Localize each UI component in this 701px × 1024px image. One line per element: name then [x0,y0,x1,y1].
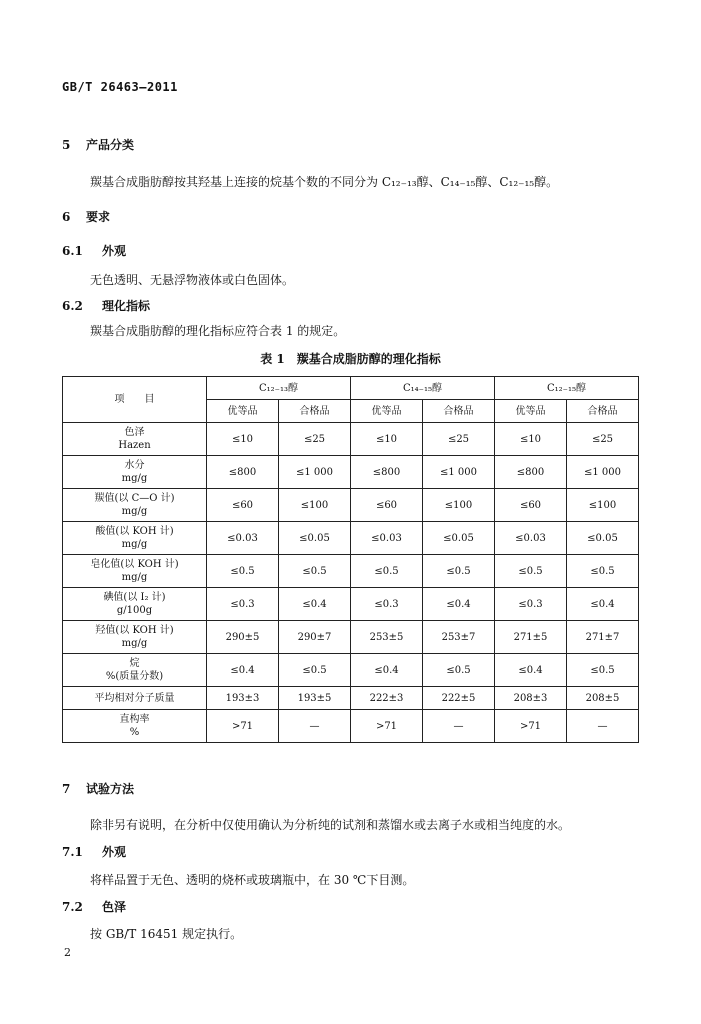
table-value-cell: 222±5 [423,687,495,710]
table-header-group: C₁₂₋₁₃醇 [207,377,351,400]
section-number: 6.1 [62,244,83,258]
table-value-cell: ≤0.3 [207,588,279,621]
section-title: 外观 [102,244,127,258]
table-value-cell: ≤0.4 [423,588,495,621]
table-item-cell [63,522,207,555]
table-value-cell: 193±5 [279,687,351,710]
table-row [63,489,639,522]
table-value-cell: 290±7 [279,621,351,654]
section-7-heading [62,780,134,797]
table-item-cell [63,710,207,743]
table-value-cell: ≤10 [207,423,279,456]
table-value-cell: ≤1 000 [279,456,351,489]
table-value-cell: ≤0.05 [279,522,351,555]
item-name: 烷 [129,658,140,669]
section-number: 7.2 [62,900,83,914]
table-value-cell: ≤1 000 [567,456,639,489]
table-item-cell [63,423,207,456]
table-value-cell: ≤0.5 [567,654,639,687]
table-value-cell: ≤100 [423,489,495,522]
table-item-cell [63,555,207,588]
section-title: 色泽 [102,900,127,914]
table-value-cell: ≤800 [495,456,567,489]
table-value-cell: ≤0.5 [495,555,567,588]
table-header-group: C₁₂₋₁₅醇 [495,377,639,400]
item-name: 酸值(以 KOH 计) [95,526,174,537]
table-header-grade: 优等品 [351,400,423,423]
table-value-cell: ≤0.05 [423,522,495,555]
table-value-cell: 271±7 [567,621,639,654]
table-value-cell: 271±5 [495,621,567,654]
table-value-cell: ≤0.5 [279,555,351,588]
item-name: 水分 [124,460,145,471]
table-row [63,588,639,621]
table-value-cell: ≤60 [207,489,279,522]
table-value-cell: ≤800 [207,456,279,489]
section-number: 6 [62,210,71,224]
section-6-2-heading [62,297,150,314]
table-header-group: C₁₄₋₁₅醇 [351,377,495,400]
table-row [63,710,639,743]
section-7-2-text: 按 GB/T 16451 规定执行。 [90,927,243,941]
item-name: 色泽 [124,427,145,438]
table-header-item: 项 目 [63,377,207,423]
table-row [63,522,639,555]
table-value-cell: ≤0.5 [423,555,495,588]
section-number: 6.2 [62,299,83,313]
item-name: 羟值(以 KOH 计) [95,625,174,636]
section-6-heading [62,208,110,225]
table-value-cell: ≤0.5 [567,555,639,588]
table-header-grade: 合格品 [567,400,639,423]
table-value-cell: 208±5 [567,687,639,710]
table-row [63,621,639,654]
section-title: 要求 [86,210,111,224]
table-header-grade: 优等品 [207,400,279,423]
table-value-cell: >71 [207,710,279,743]
section-number: 7 [62,782,71,796]
section-6-1-heading [62,242,126,259]
table-item-cell [63,687,207,710]
table-value-cell: 193±3 [207,687,279,710]
table-row [63,687,639,710]
section-title: 试验方法 [86,782,135,796]
item-name: 皂化值(以 KOH 计) [90,559,179,570]
properties-table [62,376,639,743]
table-value-cell: ≤0.03 [351,522,423,555]
table-value-cell: ≤0.4 [207,654,279,687]
table-value-cell: 222±3 [351,687,423,710]
table-value-cell: ≤0.5 [279,654,351,687]
table-value-cell: ≤0.5 [351,555,423,588]
table-value-cell: ≤0.05 [567,522,639,555]
table-value-cell: 253±5 [351,621,423,654]
section-5-heading [62,136,134,153]
table-row [63,423,639,456]
table-value-cell: ≤0.4 [351,654,423,687]
table-value-cell: ≤25 [423,423,495,456]
table-value-cell: ≤10 [495,423,567,456]
table-value-cell: ≤0.3 [351,588,423,621]
item-unit: mg/g [121,572,148,583]
table-value-cell: >71 [351,710,423,743]
section-number: 5 [62,138,71,152]
section-7-2-heading [62,898,126,915]
table-value-cell: ≤60 [351,489,423,522]
section-title: 理化指标 [102,299,151,313]
section-title: 产品分类 [86,138,135,152]
table-value-cell: ≤0.4 [495,654,567,687]
table-value-cell: ≤0.03 [207,522,279,555]
table-value-cell: — [423,710,495,743]
section-6-2-text: 羰基合成脂肪醇的理化指标应符合表 1 的规定。 [90,324,346,338]
table-value-cell: >71 [495,710,567,743]
table-value-cell: ≤100 [567,489,639,522]
table-value-cell: ≤0.4 [567,588,639,621]
item-unit: mg/g [121,638,148,649]
table-caption: 表 1 羰基合成脂肪醇的理化指标 [260,352,441,366]
item-unit: g/100g [116,605,153,616]
section-7-1-text: 将样品置于无色、透明的烧杯或玻璃瓶中，在 30 ℃下目测。 [90,873,415,887]
table-row [63,654,639,687]
table-value-cell: ≤0.5 [207,555,279,588]
section-5-text: 羰基合成脂肪醇按其羟基上连接的烷基个数的不同分为 C₁₂₋₁₃醇、C₁₄₋₁₅醇、C₁₂₋₁₅醇。 [90,175,559,189]
section-number: 7.1 [62,845,83,859]
section-title: 外观 [102,845,127,859]
table-value-cell: ≤0.5 [423,654,495,687]
item-name: 直构率 [119,714,150,725]
table-item-cell [63,621,207,654]
item-unit: mg/g [121,539,148,550]
table-row [63,555,639,588]
table-value-cell: ≤60 [495,489,567,522]
item-unit: mg/g [121,506,148,517]
table-value-cell: ≤0.03 [495,522,567,555]
item-name: 碘值(以 I₂ 计) [103,592,166,603]
table-header-grade: 合格品 [279,400,351,423]
table-value-cell: 253±7 [423,621,495,654]
standard-number: GB/T 26463—2011 [62,80,178,94]
item-unit: % [129,727,140,738]
table-item-cell [63,588,207,621]
page-number: 2 [64,946,71,959]
section-7-text: 除非另有说明，在分析中仅使用确认为分析纯的试剂和蒸馏水或去离子水或相当纯度的水。 [90,818,571,832]
item-unit: %(质量分数) [105,671,164,682]
table-item-cell [63,456,207,489]
table-row [63,456,639,489]
table-value-cell: 290±5 [207,621,279,654]
table-value-cell: ≤10 [351,423,423,456]
table-value-cell: ≤25 [567,423,639,456]
table-item-cell [63,489,207,522]
table-value-cell: — [567,710,639,743]
table-value-cell: ≤100 [279,489,351,522]
item-name: 羰值(以 C—O 计) [94,493,175,504]
table-value-cell: 208±3 [495,687,567,710]
table-header-grade: 优等品 [495,400,567,423]
table-item-cell [63,654,207,687]
table-value-cell: ≤1 000 [423,456,495,489]
item-unit: mg/g [121,473,148,484]
section-7-1-heading [62,843,126,860]
section-6-1-text: 无色透明、无悬浮物液体或白色固体。 [90,273,295,287]
table-value-cell: ≤0.4 [279,588,351,621]
table-value-cell: ≤25 [279,423,351,456]
item-unit: Hazen [118,440,151,451]
table-value-cell: ≤0.3 [495,588,567,621]
table-value-cell: — [279,710,351,743]
item-name: 平均相对分子质量 [94,692,175,704]
table-header-grade: 合格品 [423,400,495,423]
table-value-cell: ≤800 [351,456,423,489]
